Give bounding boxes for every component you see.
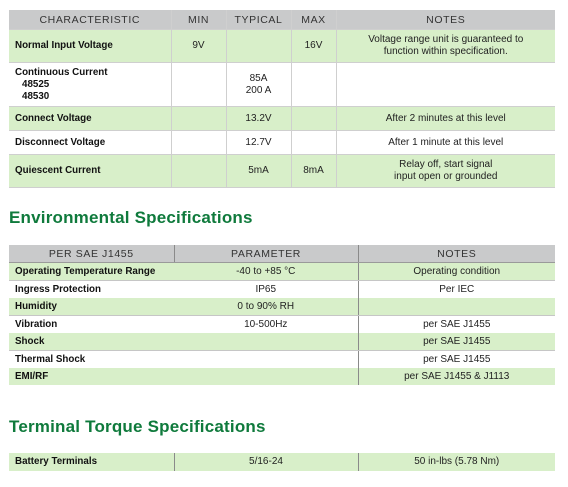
terminal-torque-table bbox=[9, 453, 555, 471]
column-header-max: MAX bbox=[291, 10, 336, 30]
column-header-min: MIN bbox=[171, 10, 226, 30]
notes-cell: per SAE J1455 bbox=[358, 316, 555, 334]
electrical-spec-table bbox=[9, 10, 555, 188]
max-value bbox=[291, 63, 336, 107]
notes-line: function within specification. bbox=[383, 46, 508, 57]
row-label: Ingress Protection bbox=[9, 281, 174, 299]
notes-cell: 50 in-lbs (5.78 Nm) bbox=[358, 453, 555, 471]
column-header-characteristic: CHARACTERISTIC bbox=[9, 10, 171, 30]
parameter-value: 5/16-24 bbox=[174, 453, 358, 471]
notes-cell bbox=[336, 155, 555, 188]
parameter-value: 0 to 90% RH bbox=[174, 298, 358, 316]
row-label: Operating Temperature Range bbox=[9, 263, 174, 281]
notes-cell: Per IEC bbox=[358, 281, 555, 299]
notes-line: Voltage range unit is guaranteed to bbox=[368, 34, 524, 45]
table-row bbox=[9, 298, 555, 316]
column-header-parameter: PARAMETER bbox=[174, 245, 358, 263]
column-header-standard: PER SAE J1455 bbox=[9, 245, 174, 263]
max-value bbox=[291, 131, 336, 155]
table-row bbox=[9, 368, 555, 385]
row-label: Thermal Shock bbox=[9, 351, 174, 369]
typical-value: 5mA bbox=[226, 155, 291, 188]
row-label: Battery Terminals bbox=[9, 453, 174, 471]
row-label: Continuous Current bbox=[15, 66, 108, 78]
row-label: EMI/RF bbox=[9, 368, 174, 385]
notes-cell: After 1 minute at this level bbox=[336, 131, 555, 155]
typical-value: 12.7V bbox=[226, 131, 291, 155]
notes-cell bbox=[358, 298, 555, 316]
table-row bbox=[9, 316, 555, 334]
table-row bbox=[9, 453, 555, 471]
model-number: 48525 bbox=[22, 78, 50, 90]
notes-cell bbox=[336, 63, 555, 107]
max-value: 8mA bbox=[291, 155, 336, 188]
model-number: 48530 bbox=[22, 90, 50, 102]
min-value bbox=[171, 63, 226, 107]
min-value bbox=[171, 131, 226, 155]
min-value: 9V bbox=[171, 30, 226, 63]
row-label: Humidity bbox=[9, 298, 174, 316]
typical-value: 85A bbox=[249, 72, 268, 84]
parameter-value: -40 to +85 °C bbox=[174, 263, 358, 281]
table-row bbox=[9, 333, 555, 351]
max-value: 16V bbox=[291, 30, 336, 63]
notes-cell: per SAE J1455 bbox=[358, 333, 555, 351]
table-row bbox=[9, 155, 555, 188]
notes-cell: per SAE J1455 bbox=[358, 351, 555, 369]
row-label: Disconnect Voltage bbox=[9, 131, 171, 155]
max-value bbox=[291, 107, 336, 131]
table-row bbox=[9, 131, 555, 155]
min-value bbox=[171, 155, 226, 188]
parameter-value bbox=[174, 333, 358, 351]
min-value bbox=[171, 107, 226, 131]
parameter-value: IP65 bbox=[174, 281, 358, 299]
table-row bbox=[9, 30, 555, 63]
typical-value-cell bbox=[226, 63, 291, 107]
row-label: Connect Voltage bbox=[9, 107, 171, 131]
notes-cell: Operating condition bbox=[358, 263, 555, 281]
table-row bbox=[9, 281, 555, 299]
row-label: Shock bbox=[9, 333, 174, 351]
notes-line: Relay off, start signal bbox=[399, 159, 493, 170]
table-row bbox=[9, 107, 555, 131]
typical-value: 13.2V bbox=[226, 107, 291, 131]
notes-cell: After 2 minutes at this level bbox=[336, 107, 555, 131]
parameter-value bbox=[174, 368, 358, 385]
section-heading-environmental: Environmental Specifications bbox=[9, 208, 253, 227]
table-header-row bbox=[9, 10, 555, 30]
table-header-row bbox=[9, 245, 555, 263]
notes-line: input open or grounded bbox=[394, 171, 498, 182]
column-header-notes: NOTES bbox=[336, 10, 555, 30]
parameter-value: 10-500Hz bbox=[174, 316, 358, 334]
parameter-value bbox=[174, 351, 358, 369]
table-row bbox=[9, 63, 555, 107]
column-header-typical: TYPICAL bbox=[226, 10, 291, 30]
table-row bbox=[9, 263, 555, 281]
row-label: Quiescent Current bbox=[9, 155, 171, 188]
table-row bbox=[9, 351, 555, 369]
environmental-spec-table bbox=[9, 245, 555, 385]
typical-value: 200 A bbox=[245, 84, 272, 96]
section-heading-terminal-torque: Terminal Torque Specifications bbox=[9, 417, 266, 436]
notes-cell bbox=[336, 30, 555, 63]
typical-value bbox=[226, 30, 291, 63]
notes-cell: per SAE J1455 & J1113 bbox=[358, 368, 555, 385]
row-label: Normal Input Voltage bbox=[9, 30, 171, 63]
column-header-notes: NOTES bbox=[358, 245, 555, 263]
row-label: Vibration bbox=[9, 316, 174, 334]
row-label-cell bbox=[9, 63, 171, 107]
